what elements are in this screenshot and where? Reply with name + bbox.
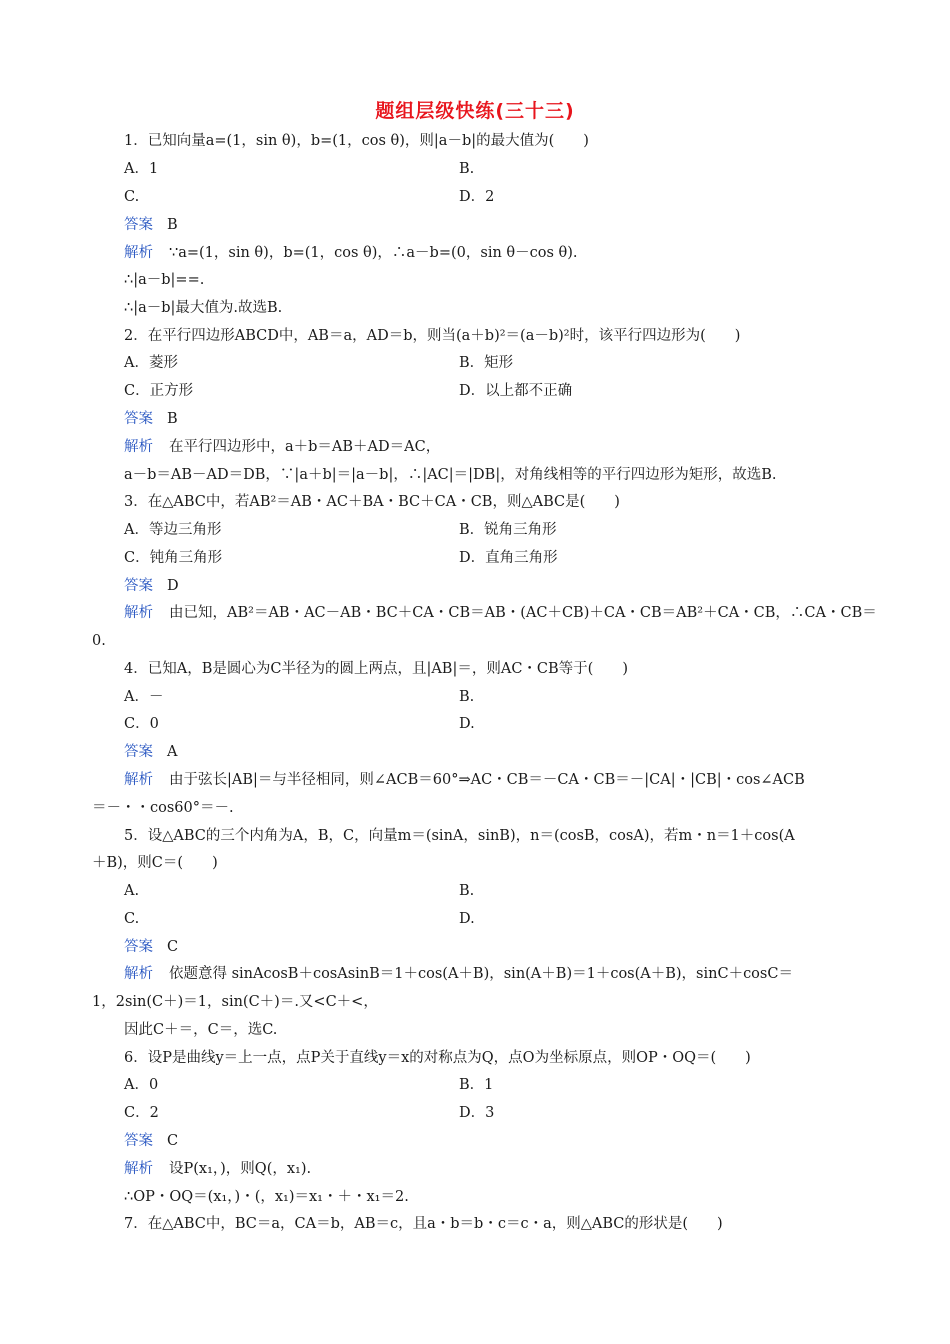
answer-label: 答案 bbox=[124, 578, 153, 594]
q3-answer bbox=[124, 576, 179, 596]
q3-analysis-line: 0. bbox=[92, 633, 106, 649]
q6-option-c: C．2 bbox=[124, 1105, 159, 1121]
q4-option-a: A．－ bbox=[124, 689, 164, 705]
analysis-text: ∵a=(1，sin θ)，b=(1，cos θ)，∴a－b=(0，sin θ－cos θ). bbox=[169, 245, 578, 261]
q5-option-b: B. bbox=[459, 883, 475, 899]
q3-option-b: B．锐角三角形 bbox=[459, 522, 557, 538]
q2-answer bbox=[124, 409, 178, 429]
question-5-stem-cont: ＋B)，则C＝( ) bbox=[92, 855, 218, 871]
answer-value: B bbox=[167, 411, 178, 427]
q3-analysis bbox=[124, 603, 877, 623]
answer-value: D bbox=[167, 578, 179, 594]
question-3-stem: 3．在△ABC中，若AB²＝AB・AC＋BA・BC＋CA・CB，则△ABC是( ) bbox=[124, 494, 620, 510]
q2-option-b: B．矩形 bbox=[459, 355, 514, 371]
analysis-text: 设P(x₁，)，则Q(，x₁). bbox=[169, 1161, 312, 1177]
q1-option-b: B. bbox=[459, 161, 475, 177]
analysis-label: 解析 bbox=[124, 439, 153, 455]
analysis-text: 由已知，AB²＝AB・AC－AB・BC＋CA・CB＝AB・(AC＋CB)＋CA・CB＝AB²＋CA・CB，∴CA・CB＝ bbox=[169, 605, 877, 621]
answer-value: C bbox=[167, 939, 179, 955]
q5-option-d: D. bbox=[459, 911, 475, 927]
analysis-label: 解析 bbox=[124, 605, 153, 621]
q6-option-d: D．3 bbox=[459, 1105, 495, 1121]
q3-option-c: C．钝角三角形 bbox=[124, 550, 223, 566]
question-5-stem: 5．设△ABC的三个内角为A，B，C，向量m＝(sinA，sinB)，n＝(cosB，cosA)，若m・n＝1＋cos(A bbox=[124, 828, 795, 844]
q1-analysis-line: ∴|a－b|==. bbox=[124, 272, 205, 288]
q4-analysis-line: ＝－・・cos60°＝－. bbox=[92, 800, 234, 816]
answer-value: B bbox=[167, 217, 178, 233]
answer-value: C bbox=[167, 1133, 179, 1149]
question-2-stem: 2．在平行四边形ABCD中，AB＝a，AD＝b，则当(a＋b)²＝(a－b)²时，该平行四边形为( ) bbox=[124, 328, 741, 344]
q1-analysis bbox=[124, 243, 578, 263]
q5-analysis-line: 1，2sin(C＋)＝1，sin(C＋)＝.又<C＋<， bbox=[92, 994, 378, 1010]
analysis-label: 解析 bbox=[124, 1161, 153, 1177]
q2-option-a: A．菱形 bbox=[124, 355, 178, 371]
answer-label: 答案 bbox=[124, 411, 153, 427]
answer-label: 答案 bbox=[124, 744, 153, 760]
q2-option-d: D．以上都不正确 bbox=[459, 383, 573, 399]
question-7-stem: 7．在△ABC中，BC＝a，CA＝b，AB＝c，且a・b＝b・c＝c・a，则△ABC的形状是( ) bbox=[124, 1216, 723, 1232]
analysis-label: 解析 bbox=[124, 772, 153, 788]
q5-analysis bbox=[124, 964, 793, 984]
question-6-stem: 6．设P是曲线y＝上一点，点P关于直线y＝x的对称点为Q，点O为坐标原点，则OP・OQ＝( ) bbox=[124, 1050, 751, 1066]
q1-option-c: C. bbox=[124, 189, 140, 205]
q4-option-c: C．0 bbox=[124, 716, 159, 732]
q4-option-d: D. bbox=[459, 716, 475, 732]
q6-option-a: A．0 bbox=[124, 1077, 159, 1093]
analysis-text: 依题意得 sinAcosB＋cosAsinB＝1＋cos(A＋B)，sin(A＋B)＝1＋cos(A＋B)，sinC＋cosC＝ bbox=[169, 966, 793, 982]
q3-option-d: D．直角三角形 bbox=[459, 550, 558, 566]
analysis-text: 由于弦长|AB|＝与半径相同，则∠ACB＝60°⇒AC・CB＝－CA・CB＝－|CA|・|CB|・cos∠ACB bbox=[169, 772, 805, 788]
q5-option-a: A. bbox=[124, 883, 140, 899]
q6-option-b: B．1 bbox=[459, 1077, 494, 1093]
page-title: 题组层级快练(三十三) bbox=[375, 100, 575, 122]
analysis-label: 解析 bbox=[124, 966, 153, 982]
analysis-text: 在平行四边形中，a＋b＝AB＋AD＝AC， bbox=[169, 439, 441, 455]
q2-option-c: C．正方形 bbox=[124, 383, 194, 399]
answer-label: 答案 bbox=[124, 939, 153, 955]
q1-option-d: D．2 bbox=[459, 189, 495, 205]
answer-value: A bbox=[167, 744, 178, 760]
q5-option-c: C. bbox=[124, 911, 140, 927]
analysis-label: 解析 bbox=[124, 245, 153, 261]
q6-analysis-line: ∴OP・OQ＝(x₁，)・(，x₁)＝x₁・＋・x₁＝2. bbox=[124, 1189, 409, 1205]
q4-option-b: B. bbox=[459, 689, 475, 705]
q5-answer bbox=[124, 937, 178, 957]
q1-answer bbox=[124, 215, 178, 235]
q4-analysis bbox=[124, 770, 805, 790]
q2-analysis bbox=[124, 437, 440, 457]
q6-analysis bbox=[124, 1159, 311, 1179]
answer-label: 答案 bbox=[124, 1133, 153, 1149]
answer-label: 答案 bbox=[124, 217, 153, 233]
question-1-stem: 1．已知向量a=(1，sin θ)，b=(1，cos θ)，则|a－b|的最大值为( ) bbox=[124, 133, 589, 149]
q1-option-a: A．1 bbox=[124, 161, 159, 177]
q1-analysis-line: ∴|a－b|最大值为.故选B. bbox=[124, 300, 283, 316]
q3-option-a: A．等边三角形 bbox=[124, 522, 222, 538]
question-4-stem: 4．已知A，B是圆心为C半径为的圆上两点，且|AB|＝，则AC・CB等于( ) bbox=[124, 661, 628, 677]
q6-answer bbox=[124, 1131, 178, 1151]
q5-analysis-line: 因此C＋＝，C＝，选C. bbox=[124, 1022, 278, 1038]
q4-answer bbox=[124, 742, 177, 762]
q2-analysis-line: a－b＝AB－AD＝DB，∵|a＋b|＝|a－b|，∴|AC|＝|DB|，对角线相等的平行四边形为矩形，故选B. bbox=[124, 467, 777, 483]
